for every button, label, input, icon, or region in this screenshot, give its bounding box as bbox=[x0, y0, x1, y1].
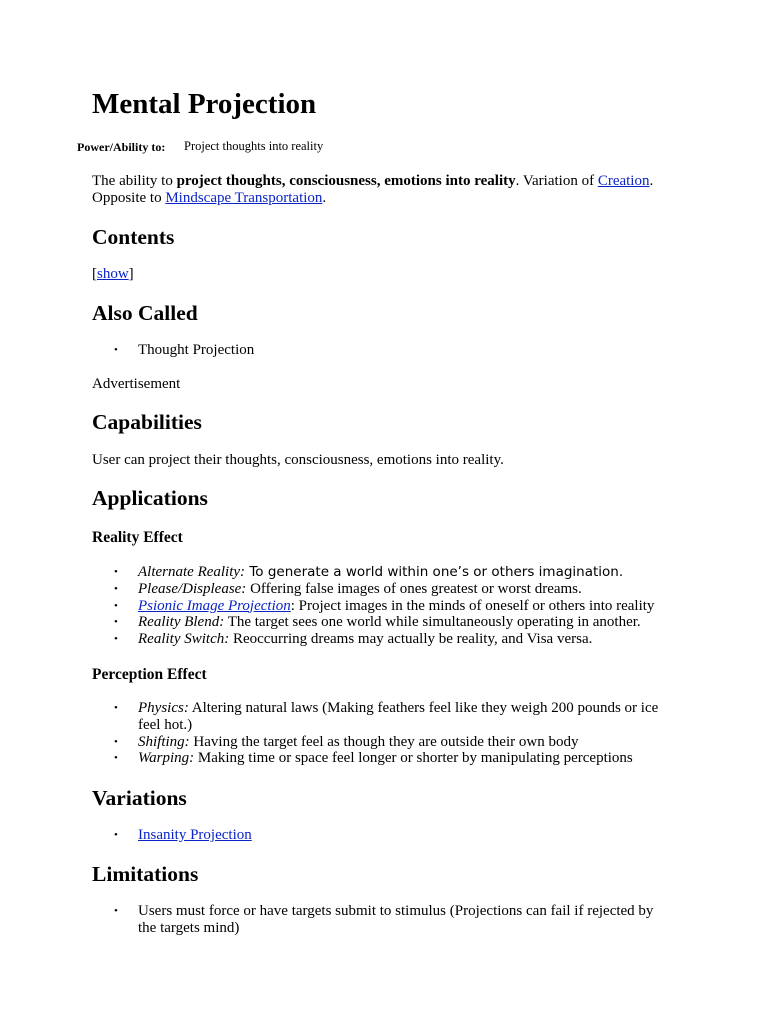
list-item bbox=[92, 750, 692, 767]
psionic-image-projection-link[interactable]: Psionic Image Projection bbox=[138, 597, 291, 614]
list-item bbox=[92, 631, 692, 648]
list-item-text: Thought Projection bbox=[138, 342, 255, 358]
bullet: • bbox=[114, 829, 118, 841]
list-item bbox=[92, 581, 692, 598]
bullet: • bbox=[114, 905, 118, 917]
item-desc: To generate a world within one’s or others imagination. bbox=[245, 564, 624, 580]
item-desc: Making time or space feel longer or shorter by manipulating perceptions bbox=[194, 750, 633, 767]
contents-heading: Contents bbox=[92, 225, 175, 249]
limitations-list bbox=[92, 903, 692, 937]
intro-middle: . Variation of bbox=[515, 173, 598, 189]
item-term: Warping: bbox=[138, 750, 195, 767]
list-item bbox=[92, 700, 692, 734]
applications-heading: Applications bbox=[92, 486, 208, 510]
bullet: • bbox=[114, 582, 118, 595]
bullet: • bbox=[114, 599, 118, 612]
item-text: Users must force or have targets submit to stimulus (Projections can fail if rejected by bbox=[138, 903, 654, 919]
variations-heading: Variations bbox=[92, 786, 187, 810]
bullet: • bbox=[114, 344, 118, 356]
bullet: • bbox=[114, 752, 118, 765]
item-term: Reality Blend: bbox=[138, 614, 225, 631]
list-item bbox=[92, 614, 692, 631]
bullet: • bbox=[114, 566, 118, 578]
bullet: • bbox=[114, 616, 118, 629]
limitations-heading: Limitations bbox=[92, 862, 199, 886]
open-bracket: [ bbox=[92, 266, 97, 282]
bullet: • bbox=[114, 735, 118, 748]
creation-link[interactable]: Creation bbox=[597, 173, 650, 189]
intro-after-link: . bbox=[649, 173, 654, 189]
list-item bbox=[92, 564, 692, 581]
bullet: • bbox=[114, 633, 118, 646]
intro-line-1 bbox=[92, 173, 653, 190]
list-item bbox=[92, 734, 692, 751]
bullet: • bbox=[114, 702, 118, 714]
list-item bbox=[92, 827, 692, 844]
item-desc: Reoccurring dreams may actually be reality, and Visa versa. bbox=[229, 631, 593, 648]
power-ability-label: Power/Ability to: bbox=[77, 140, 166, 154]
contents-toggle-row bbox=[92, 266, 134, 283]
variations-list bbox=[92, 827, 692, 844]
intro-line2-suffix: . bbox=[322, 190, 327, 206]
item-term: Please/Displease: bbox=[138, 580, 247, 597]
item-term: Alternate Reality: bbox=[138, 564, 246, 580]
reality-effect-heading: Reality Effect bbox=[92, 529, 183, 546]
item-term: Physics: bbox=[138, 700, 189, 716]
perception-effect-heading: Perception Effect bbox=[92, 666, 207, 683]
item-desc: Altering natural laws (Making feathers feel like they weigh 200 pounds or ice bbox=[188, 700, 659, 716]
list-item bbox=[92, 598, 692, 615]
intro-line-2 bbox=[92, 190, 326, 207]
item-desc-continued: feel hot.) bbox=[138, 716, 193, 733]
intro-line2-prefix: Opposite to bbox=[92, 190, 166, 206]
item-desc: Offering false images of ones greatest or worst dreams. bbox=[246, 580, 582, 597]
item-term: Shifting: bbox=[138, 733, 190, 750]
also-called-list bbox=[92, 342, 692, 359]
also-called-heading: Also Called bbox=[92, 301, 198, 325]
intro-bold: project thoughts, consciousness, emotions into reality bbox=[176, 173, 516, 189]
capabilities-text: User can project their thoughts, consciousness, emotions into reality. bbox=[92, 452, 504, 468]
list-item bbox=[92, 903, 692, 937]
item-desc: The target sees one world while simultaneously operating in another. bbox=[224, 614, 641, 631]
capabilities-heading: Capabilities bbox=[92, 410, 202, 434]
advertisement-label: Advertisement bbox=[92, 376, 181, 392]
item-desc: Having the target feel as though they are outside their own body bbox=[189, 733, 579, 750]
page-title: Mental Projection bbox=[92, 88, 317, 120]
reality-effect-list bbox=[92, 564, 692, 648]
perception-effect-list bbox=[92, 700, 692, 767]
item-desc: : Project images in the minds of oneself or others into reality bbox=[290, 597, 655, 614]
mindscape-transportation-link[interactable]: Mindscape Transportation bbox=[165, 190, 323, 206]
item-text-continued: the targets mind) bbox=[138, 919, 240, 936]
intro-prefix: The ability to bbox=[92, 173, 177, 189]
contents-show-link[interactable]: show bbox=[97, 266, 129, 282]
item-term: Reality Switch: bbox=[138, 631, 230, 648]
power-ability-value: Project thoughts into reality bbox=[184, 139, 324, 153]
close-bracket: ] bbox=[128, 266, 134, 282]
list-item bbox=[92, 342, 692, 359]
insanity-projection-link[interactable]: Insanity Projection bbox=[138, 827, 252, 843]
